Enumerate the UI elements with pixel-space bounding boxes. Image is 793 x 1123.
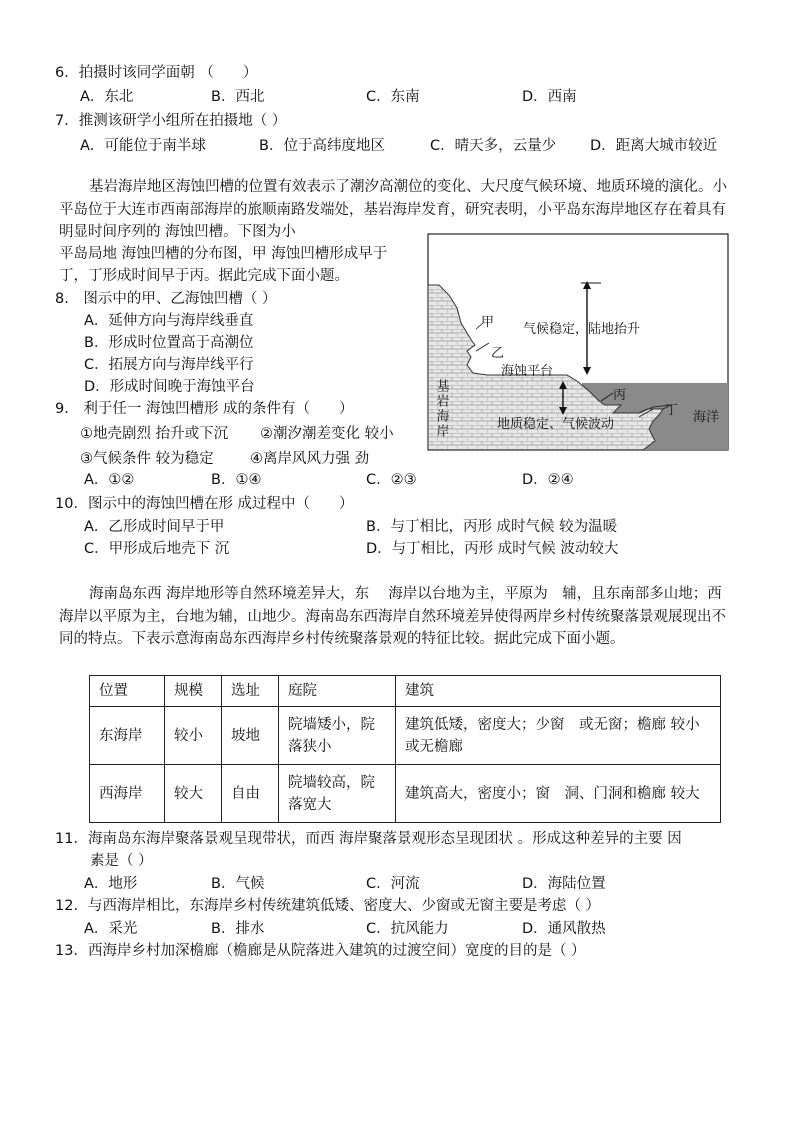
q11-stem-line2: 素是（ ） — [90, 853, 153, 869]
q7-stem: 7．推测该研学小组所在拍摄地（ ） — [55, 113, 287, 129]
q6-option-d: D．西南 — [522, 89, 577, 105]
q7-option-d: D．距离大城市较近 — [590, 138, 718, 154]
label-bing: 丙 — [613, 388, 627, 403]
q9-item-2: ②潮汐潮差变化 较小 — [260, 426, 394, 442]
label-jia: 甲 — [481, 315, 495, 330]
q12-option-a: A．采光 — [84, 921, 138, 937]
q10-option-c: C．甲形成后地壳下 沉 — [84, 541, 230, 557]
q11-stem-line1: 11．海南岛东海岸聚落景观呈现带状，而西 海岸聚落景观形态呈现团状 。形成这种差异的主要 因 — [55, 831, 682, 847]
q11-option-a: A．地形 — [84, 876, 138, 892]
q9-item-4: ④离岸风风力强 劲 — [250, 451, 370, 467]
q12-option-c: C．抗风能力 — [366, 921, 449, 937]
table-cell: 东海岸 — [90, 707, 165, 765]
table-header-cell: 位置 — [90, 676, 165, 707]
q10-option-d: D．与丁相比，丙形 成时气候 波动较大 — [366, 541, 619, 557]
table-header-cell: 庭院 — [279, 676, 396, 707]
passage1-text: 基岩海岸地区海蚀凹槽的位置有效表示了潮汐高潮位的变化、大尺度气候环境、地质环境的演化。小平岛位于大连市西南部海岸的旅顺南路发端处，基岩海岸发育，研究表明，小平岛东海岸地区存在着具有明显时间序列的 海蚀凹槽。下图为小 — [59, 179, 727, 240]
q8-stem: 8. 图示中的甲、乙海蚀凹槽（ ） — [55, 291, 277, 307]
q6-option-c: C．东南 — [366, 89, 420, 105]
table-cell: 院墙矮小，院落狭小 — [279, 707, 396, 765]
table-cell: 较小 — [165, 707, 222, 765]
table-cell: 西海岸 — [90, 765, 165, 823]
table-cell: 院墙较高，院落宽大 — [279, 765, 396, 823]
q6-option-b: B．西北 — [211, 89, 265, 105]
label-bedrock: 基岩海岸 — [433, 379, 449, 439]
label-ocean: 海洋 — [693, 410, 720, 425]
q11-option-c: C．河流 — [366, 876, 420, 892]
q7-option-c: C．晴天多，云量少 — [430, 138, 557, 154]
sea-notch-figure — [427, 233, 729, 451]
label-geology: 地质稳定、气候波动 — [497, 417, 615, 432]
q13-stem: 13．西海岸乡村加深檐廊（檐廊是从院落进入建筑的过渡空间）宽度的目的是（ ） — [55, 943, 586, 959]
q9-option-b: B．①④ — [211, 472, 262, 488]
passage2-text: 海南岛东西 海岸地形等自然环境差异大，东 海岸以台地为主，平原为 辅，且东南部多山地；西海岸以平原为主，台地为辅，山地少。海南岛东西海岸自然环境差异使得两岸乡村传统聚落景观展现出不同的特点。下表示意海南岛东西海岸乡村传统聚落景观的特征比较。据此完成下面小题。 — [59, 586, 726, 647]
table-row — [90, 765, 721, 823]
q12-option-d: D．通风散热 — [522, 921, 606, 937]
table-row — [90, 707, 721, 765]
q11-option-b: B．气候 — [211, 876, 265, 892]
q9-item-1: ①地壳剧烈 抬升或下沉 — [80, 426, 229, 442]
table-cell: 建筑高大，密度小；窗 洞、门洞和檐廊 较大 — [396, 765, 721, 823]
label-ding: 丁 — [665, 403, 679, 418]
sea-notch-diagram — [427, 233, 729, 451]
table-cell: 较大 — [165, 765, 222, 823]
label-climate: 气候稳定，陆地抬升 — [523, 322, 641, 337]
table-header-cell: 规模 — [165, 676, 222, 707]
table-header-cell: 选址 — [222, 676, 279, 707]
settlement-comparison-table — [89, 675, 721, 823]
q7-option-a: A．可能位于南半球 — [80, 138, 206, 154]
q8-option-a: A．延伸方向与海岸线垂直 — [84, 313, 254, 329]
q9-stem: 9. 利于任一 海蚀凹槽形 成的条件有（ ） — [55, 401, 354, 417]
q8-option-d: D．形成时间晚于海蚀平台 — [84, 379, 255, 395]
passage1-line5: 丁，丁形成时间早于丙。据此完成下面小题。 — [59, 268, 349, 284]
q12-option-b: B．排水 — [211, 921, 265, 937]
q9-option-c: C．②③ — [366, 472, 417, 488]
q9-option-a: A．①② — [84, 472, 135, 488]
q8-option-c: C．拓展方向与海岸线平行 — [84, 357, 254, 373]
label-yi: 乙 — [491, 346, 505, 361]
q7-option-b: B．位于高纬度地区 — [259, 138, 385, 154]
label-platform: 海蚀平台 — [501, 364, 554, 379]
table-cell: 建筑低矮，密度大；少窗 或无窗；檐廊 较小或无檐廊 — [396, 707, 721, 765]
q10-stem: 10．图示中的海蚀凹槽在形 成过程中（ ） — [55, 496, 354, 512]
q6-option-a: A．东北 — [80, 89, 134, 105]
passage1-line4: 平岛局地 海蚀凹槽的分布图，甲 海蚀凹槽形成早于 — [59, 246, 388, 262]
table-header-cell: 建筑 — [396, 676, 721, 707]
table-cell: 自由 — [222, 765, 279, 823]
q10-option-a: A．乙形成时间早于甲 — [84, 519, 225, 535]
table-cell: 坡地 — [222, 707, 279, 765]
q8-option-b: B．形成时位置高于高潮位 — [84, 335, 254, 351]
q9-option-d: D．②④ — [522, 472, 574, 488]
q6-stem: 6．拍摄时该同学面朝 （ ） — [55, 65, 258, 81]
table-header-row — [90, 676, 721, 707]
q11-option-d: D．海陆位置 — [522, 876, 606, 892]
q10-option-b: B．与丁相比，丙形 成时气候 较为温暖 — [366, 519, 618, 535]
q12-stem: 12．与西海岸相比，东海岸乡村传统建筑低矮、密度大、少窗或无窗主要是考虑（ ） — [55, 898, 601, 914]
q9-item-3: ③气候条件 较为稳定 — [80, 451, 214, 467]
